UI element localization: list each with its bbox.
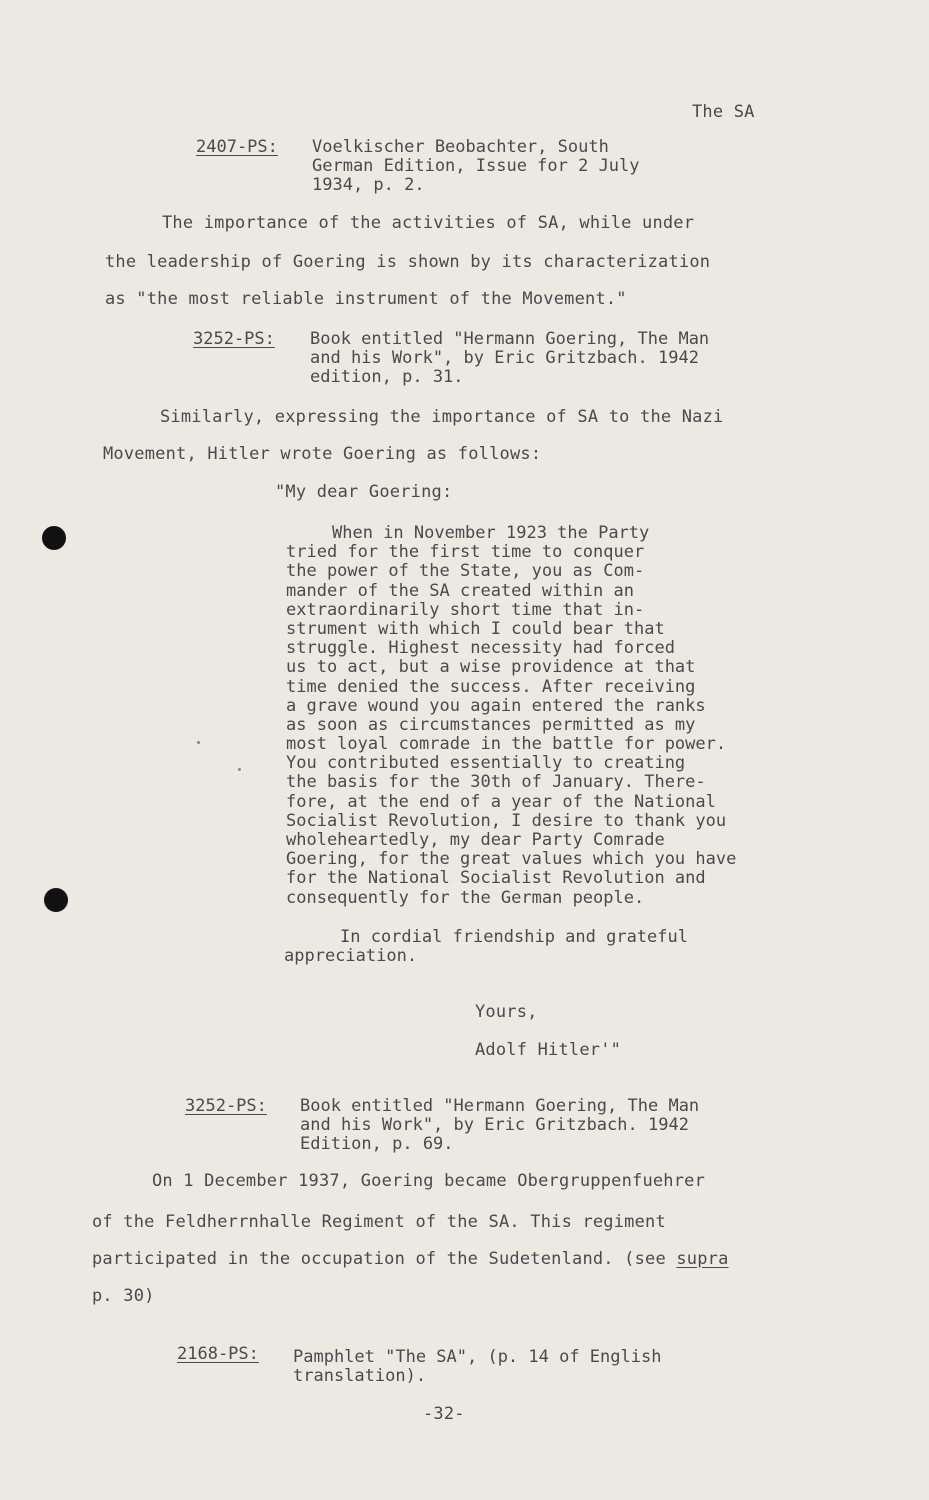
- citation-text: Book entitled "Hermann Goering, The Man and his Work", by Eric Gritzbach. 1942 Edition, p. 69.: [300, 1096, 700, 1155]
- paragraph-line: p. 30): [92, 1286, 155, 1306]
- paragraph-line: participated in the occupation of the Sudetenland. (see supra: [92, 1249, 729, 1269]
- page-number: -32-: [423, 1404, 465, 1424]
- citation-ref: 3252-PS:: [193, 329, 275, 349]
- citation-text: Voelkischer Beobachter, South German Edition, Issue for 2 July 1934, p. 2.: [312, 137, 640, 196]
- letter-yours: Yours,: [475, 1002, 538, 1022]
- paragraph-line: Movement, Hitler wrote Goering as follows:: [103, 444, 542, 464]
- supra-reference: supra: [676, 1249, 729, 1269]
- speck: [197, 741, 200, 744]
- letter-closing: In cordial friendship and grateful appreciation.: [284, 927, 688, 967]
- paragraph-line: as "the most reliable instrument of the Movement.": [105, 289, 627, 309]
- citation-text: Pamphlet "The SA", (p. 14 of English translation).: [293, 1347, 662, 1387]
- paragraph-line: Similarly, expressing the importance of SA to the Nazi: [160, 407, 724, 427]
- speck: [238, 768, 241, 771]
- running-title: The SA: [692, 102, 755, 122]
- letter-body: When in November 1923 the Party tried for the first time to conquer the power of the State, you as Com- mander of the SA created within an extraordinarily short time that in- strument with which I could bear that struggle. Highest necessity had forced us to act, but a wise providence at that time denied the success. After receiving a grave wound you again entered the ranks as soon as circumstances permitted as my most loyal comrade in the battle for power. You contributed essentially to creating the basis for the 30th of January. There- fore, at the end of a year of the National Socialist Revolution, I desire to thank you wholeheartedly, my dear Party Comrade Goering, for the great values which you have for the National Socialist Revolution and consequently for the German people.: [286, 523, 737, 908]
- citation-ref: 2407-PS:: [196, 137, 278, 157]
- citation-ref: 3252-PS:: [185, 1096, 267, 1116]
- punch-hole: [44, 888, 68, 912]
- paragraph-line: of the Feldherrnhalle Regiment of the SA. This regiment: [92, 1212, 666, 1232]
- paragraph-line: The importance of the activities of SA, while under: [162, 213, 695, 233]
- citation-text: Book entitled "Hermann Goering, The Man and his Work", by Eric Gritzbach. 1942 edition, p. 31.: [310, 329, 710, 388]
- letter-salutation: "My dear Goering:: [275, 482, 453, 502]
- paragraph-line: On 1 December 1937, Goering became Obergruppenfuehrer: [152, 1171, 706, 1191]
- letter-signature: Adolf Hitler'": [475, 1040, 622, 1060]
- citation-ref: 2168-PS:: [177, 1344, 259, 1364]
- paragraph-line: the leadership of Goering is shown by its characterization: [105, 252, 711, 272]
- punch-hole: [42, 526, 66, 550]
